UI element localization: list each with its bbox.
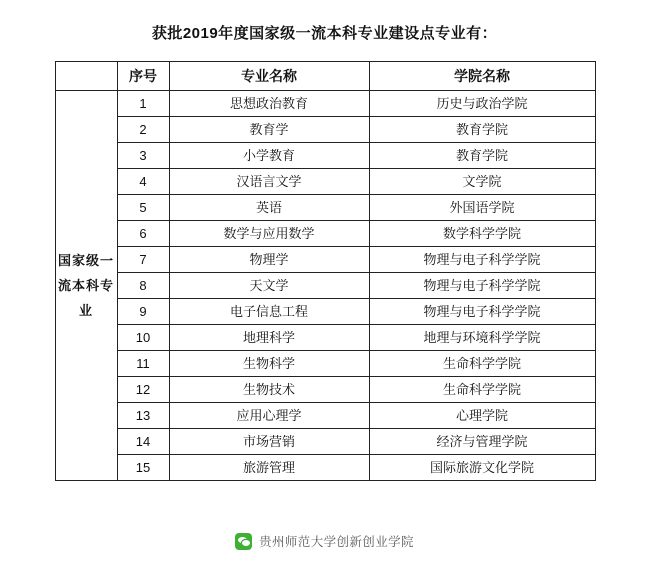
table-header bbox=[55, 62, 595, 91]
column-header-no: 序号 bbox=[117, 62, 169, 91]
cell-college: 文学院 bbox=[369, 169, 595, 195]
cell-major: 小学教育 bbox=[169, 143, 369, 169]
wechat-account-name: 贵州师范大学创新创业学院 bbox=[259, 535, 414, 549]
cell-no: 3 bbox=[117, 143, 169, 169]
cell-college: 经济与管理学院 bbox=[369, 429, 595, 455]
cell-college: 教育学院 bbox=[369, 117, 595, 143]
table-row bbox=[55, 169, 595, 195]
cell-major: 数学与应用数学 bbox=[169, 221, 369, 247]
cell-college: 物理与电子科学学院 bbox=[369, 273, 595, 299]
cell-college: 地理与环境科学学院 bbox=[369, 325, 595, 351]
table-row bbox=[55, 117, 595, 143]
cell-major: 教育学 bbox=[169, 117, 369, 143]
cell-major: 物理学 bbox=[169, 247, 369, 273]
wechat-icon bbox=[235, 533, 252, 550]
cell-major: 应用心理学 bbox=[169, 403, 369, 429]
cell-no: 8 bbox=[117, 273, 169, 299]
table-row bbox=[55, 455, 595, 481]
cell-no: 9 bbox=[117, 299, 169, 325]
cell-college: 历史与政治学院 bbox=[369, 91, 595, 117]
page-title: 获批2019年度国家级一流本科专业建设点专业有： bbox=[151, 25, 498, 42]
column-header-major: 专业名称 bbox=[169, 62, 369, 91]
table-row bbox=[55, 195, 595, 221]
table-row bbox=[55, 429, 595, 455]
cell-major: 市场营销 bbox=[169, 429, 369, 455]
table-row bbox=[55, 351, 595, 377]
table-row bbox=[55, 299, 595, 325]
cell-no: 5 bbox=[117, 195, 169, 221]
table-row bbox=[55, 377, 595, 403]
cell-major: 生物科学 bbox=[169, 351, 369, 377]
table-row bbox=[55, 247, 595, 273]
footer bbox=[0, 532, 649, 550]
document-page bbox=[0, 22, 649, 562]
cell-college: 心理学院 bbox=[369, 403, 595, 429]
cell-college: 数学科学学院 bbox=[369, 221, 595, 247]
cell-major: 英语 bbox=[169, 195, 369, 221]
cell-no: 6 bbox=[117, 221, 169, 247]
cell-major: 地理科学 bbox=[169, 325, 369, 351]
cell-college: 教育学院 bbox=[369, 143, 595, 169]
cell-college: 物理与电子科学学院 bbox=[369, 247, 595, 273]
table-row bbox=[55, 273, 595, 299]
cell-no: 7 bbox=[117, 247, 169, 273]
cell-no: 12 bbox=[117, 377, 169, 403]
cell-major: 汉语言文学 bbox=[169, 169, 369, 195]
cell-no: 11 bbox=[117, 351, 169, 377]
cell-college: 物理与电子科学学院 bbox=[369, 299, 595, 325]
column-header-college: 学院名称 bbox=[369, 62, 595, 91]
cell-college: 国际旅游文化学院 bbox=[369, 455, 595, 481]
cell-no: 4 bbox=[117, 169, 169, 195]
major-table bbox=[55, 61, 596, 481]
table-row bbox=[55, 221, 595, 247]
cell-no: 14 bbox=[117, 429, 169, 455]
cell-major: 电子信息工程 bbox=[169, 299, 369, 325]
group-label-cell: 国家级一流本科专业 bbox=[55, 91, 117, 481]
table-header-row bbox=[55, 62, 595, 91]
cell-college: 外国语学院 bbox=[369, 195, 595, 221]
cell-college: 生命科学学院 bbox=[369, 377, 595, 403]
cell-no: 1 bbox=[117, 91, 169, 117]
table-row bbox=[55, 403, 595, 429]
cell-no: 13 bbox=[117, 403, 169, 429]
cell-college: 生命科学学院 bbox=[369, 351, 595, 377]
table-row bbox=[55, 143, 595, 169]
table-body bbox=[55, 91, 595, 481]
cell-no: 2 bbox=[117, 117, 169, 143]
cell-major: 旅游管理 bbox=[169, 455, 369, 481]
table-row bbox=[55, 325, 595, 351]
cell-major: 生物技术 bbox=[169, 377, 369, 403]
cell-no: 10 bbox=[117, 325, 169, 351]
cell-major: 天文学 bbox=[169, 273, 369, 299]
column-header-group bbox=[55, 62, 117, 91]
cell-major: 思想政治教育 bbox=[169, 91, 369, 117]
cell-no: 15 bbox=[117, 455, 169, 481]
major-table-container bbox=[55, 61, 595, 481]
table-row bbox=[55, 91, 595, 117]
